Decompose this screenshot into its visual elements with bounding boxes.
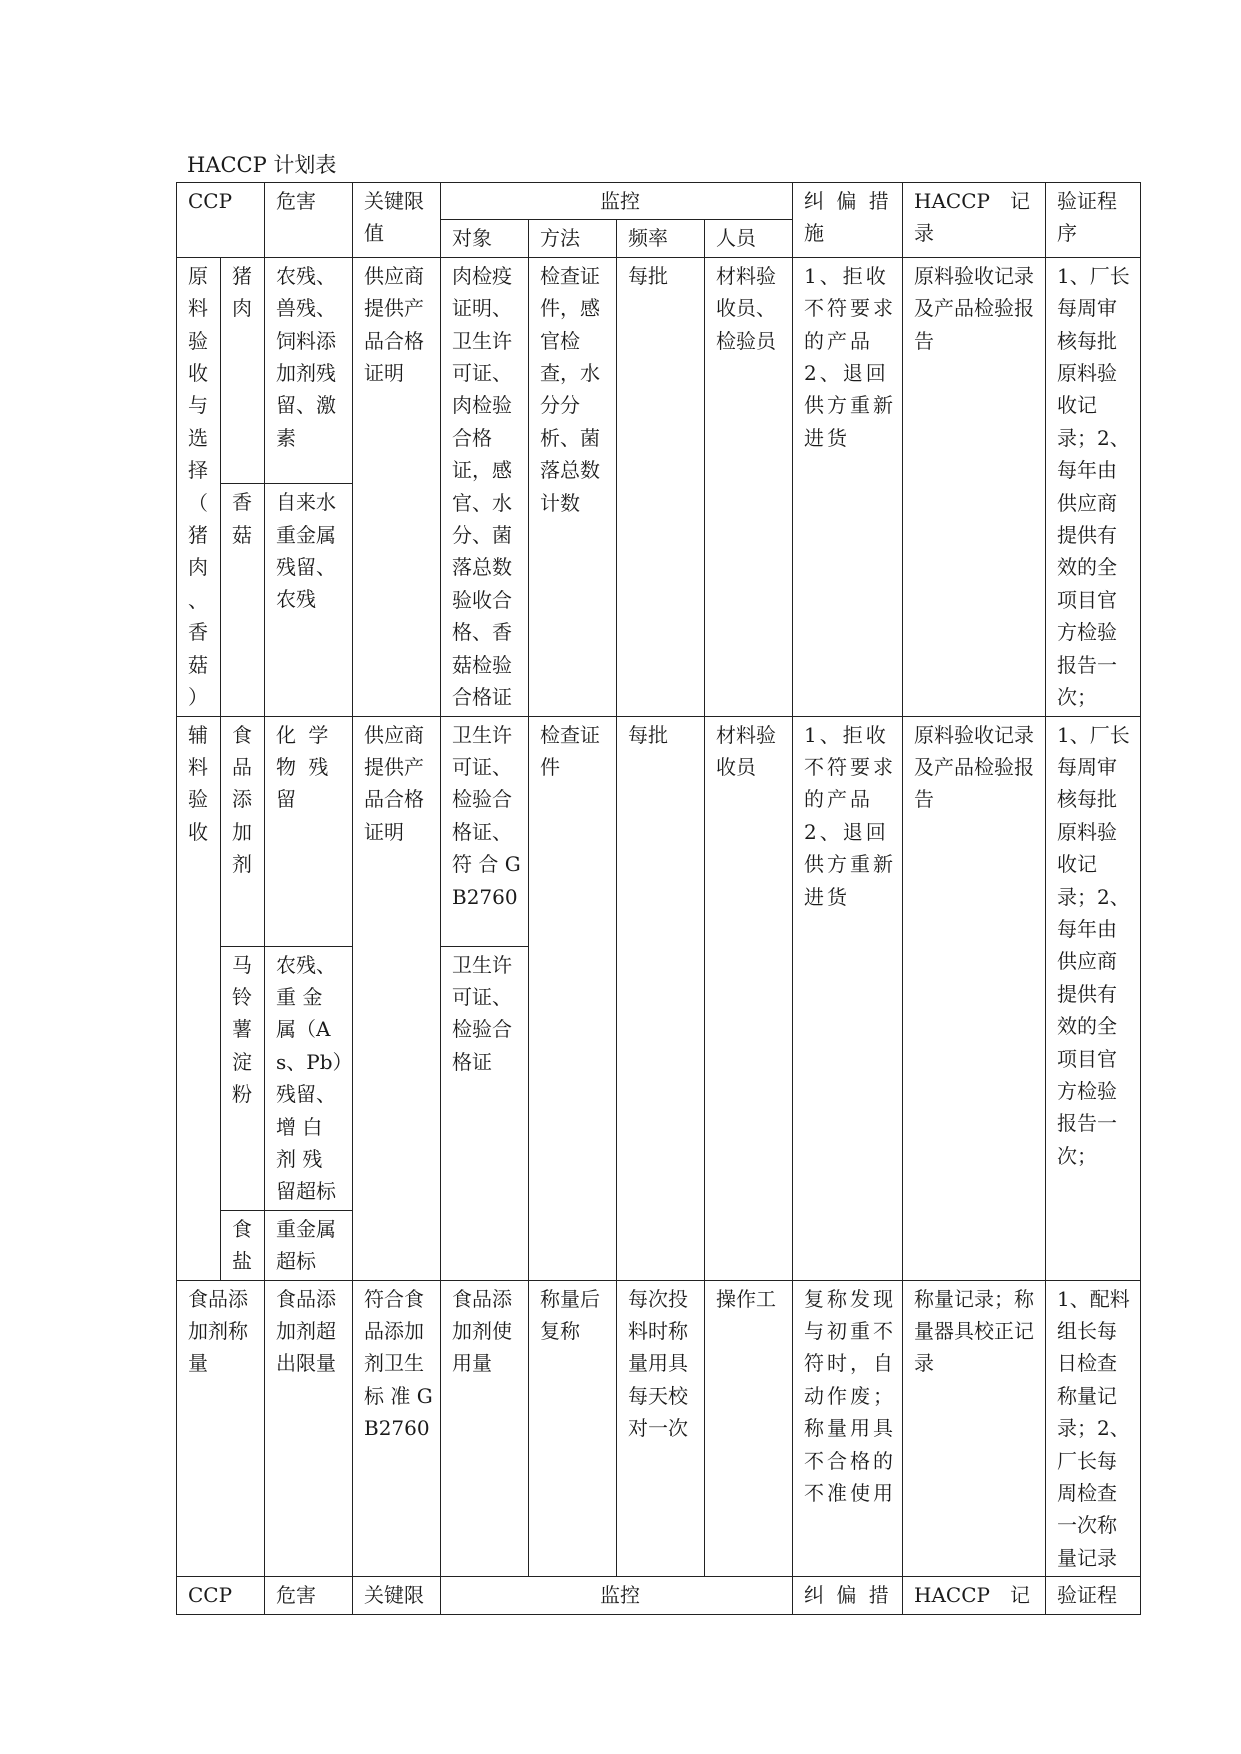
header-critical-limit: 关键限值: [353, 183, 441, 258]
method-additive-weighing: 称量后复称: [529, 1280, 617, 1577]
header-verification: 验证程序: [1046, 183, 1141, 258]
hazard-food-additive: 化 学 物 残留: [265, 716, 353, 946]
frequency-raw-material: 每批: [617, 257, 705, 716]
header-hazard: 危害: [265, 183, 353, 258]
ccp-raw-material: 原料验收与选择（猪肉、香菇）: [177, 257, 221, 716]
header-haccp-record: HACCP 记 录: [903, 183, 1046, 258]
footer-header-critical-limit: 关键限: [353, 1577, 441, 1614]
header-object: 对象: [441, 220, 529, 257]
verification-additive-weighing: 1、配料组长每日检查称量记录；2、厂长每周检查一次称量记录: [1046, 1280, 1141, 1577]
hazard-pork: 农残、兽残、饲料添加剂残留、激素: [265, 257, 353, 483]
object-raw-material: 肉检疫证明、卫生许可证、肉检验合格证，感官、水分、菌落总数验收合格、香菇检验合格证: [441, 257, 529, 716]
limit-auxiliary: 供应商提供产品合格证明: [353, 716, 441, 1280]
document-title: HACCP 计划表: [187, 153, 337, 177]
record-additive-weighing: 称量记录；称量器具校正记录: [903, 1280, 1046, 1577]
personnel-auxiliary: 材料验收员: [705, 716, 793, 1280]
footer-header-verification: 验证程: [1046, 1577, 1141, 1614]
corrective-auxiliary: 1、拒收不符要求的产品 2、退回供方重新进货: [793, 716, 903, 1280]
hazard-mushroom: 自来水重金属残留、农残: [265, 484, 353, 716]
header-ccp: CCP: [177, 183, 265, 258]
ccp-additive-weighing: 食品添加剂称量: [177, 1280, 265, 1577]
corrective-raw-material: 1、拒收不符要求的产品 2、退回供方重新进货: [793, 257, 903, 716]
limit-raw-material: 供应商提供产品合格证明: [353, 257, 441, 716]
footer-header-monitoring: 监控: [441, 1577, 793, 1614]
method-auxiliary: 检查证件: [529, 716, 617, 1280]
footer-header-record: HACCP 记: [903, 1577, 1046, 1614]
object-additive-weighing: 食品添加剂使用量: [441, 1280, 529, 1577]
header-personnel: 人员: [705, 220, 793, 257]
limit-additive-weighing: 符合食品添加剂卫生标 准 GB2760: [353, 1280, 441, 1577]
verification-raw-material: 1、厂长每周审核每批原料验收记录；2、每年由供应商提供有效的全项目官方检验报告一次；: [1046, 257, 1141, 716]
header-corrective-action: 纠 偏 措 施: [793, 183, 903, 258]
record-auxiliary: 原料验收记录及产品检验报告: [903, 716, 1046, 1280]
corrective-additive-weighing: 复称发现与初重不符时，自动作废；称量用具不合格的不准使用: [793, 1280, 903, 1577]
frequency-additive-weighing: 每次投料时称量用具每天校对一次: [617, 1280, 705, 1577]
item-potato-starch: 马铃薯淀粉: [221, 946, 265, 1210]
object-food-additive: 卫生许可证、检验合格证、符 合 GB2760: [441, 716, 529, 946]
footer-header-corrective: 纠 偏 措: [793, 1577, 903, 1614]
haccp-plan-table: [176, 182, 1141, 1615]
item-pork: 猪肉: [221, 257, 265, 483]
hazard-potato-starch: 农残、重 金 属（As、Pb）残留、增 白 剂 残 留超标: [265, 946, 353, 1210]
ccp-auxiliary-material: 辅料验收: [177, 716, 221, 1280]
verification-auxiliary: 1、厂长每周审核每批原料验收记录；2、每年由供应商提供有效的全项目官方检验报告一次；: [1046, 716, 1141, 1280]
item-salt: 食盐: [221, 1210, 265, 1280]
item-food-additive: 食品添加剂: [221, 716, 265, 946]
object-potato-starch: 卫生许可证、检验合格证: [441, 946, 529, 1280]
header-method: 方法: [529, 220, 617, 257]
frequency-auxiliary: 每批: [617, 716, 705, 1280]
hazard-additive-weighing: 食品添加剂超出限量: [265, 1280, 353, 1577]
footer-header-hazard: 危害: [265, 1577, 353, 1614]
record-raw-material: 原料验收记录及产品检验报告: [903, 257, 1046, 716]
footer-header-ccp: CCP: [177, 1577, 265, 1614]
header-monitoring: 监控: [441, 183, 793, 220]
personnel-raw-material: 材料验收员、检验员: [705, 257, 793, 716]
method-raw-material: 检查证件，感官检查，水分分析、菌落总数计数: [529, 257, 617, 716]
hazard-salt: 重金属超标: [265, 1210, 353, 1280]
item-mushroom: 香菇: [221, 484, 265, 716]
header-frequency: 频率: [617, 220, 705, 257]
personnel-additive-weighing: 操作工: [705, 1280, 793, 1577]
